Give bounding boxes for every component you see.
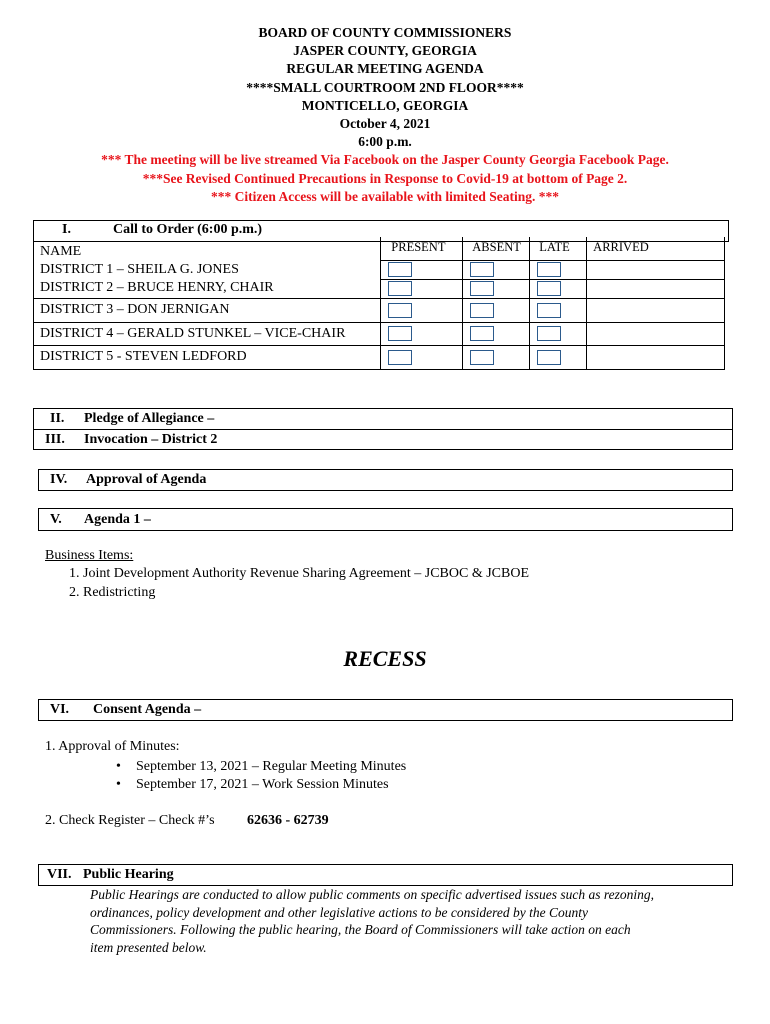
agenda-header — [0, 24, 770, 206]
section-number: II. — [50, 411, 65, 426]
bullet-icon: • — [116, 777, 121, 792]
late-checkbox[interactable] — [537, 326, 561, 341]
approval-of-minutes-label: 1. Approval of Minutes: — [45, 739, 180, 754]
column-name: NAME — [34, 237, 381, 260]
section-number: VI. — [50, 702, 70, 717]
absent-checkbox[interactable] — [470, 350, 494, 365]
table-row — [34, 298, 725, 322]
arrived-cell — [587, 322, 725, 345]
header-line: JASPER COUNTY, GEORGIA — [293, 43, 477, 59]
notice-livestream: *** The meeting will be live streamed Via Facebook on the Jasper County Georgia Facebook Page. — [101, 152, 669, 168]
section-title: Call to Order (6:00 p.m.) — [113, 222, 263, 237]
table-header-row — [34, 237, 725, 260]
description-line: Commissioners. Following the public hearing, the Board of Commissioners will take action on each — [90, 922, 631, 937]
absent-checkbox[interactable] — [470, 303, 494, 318]
section-title: Approval of Agenda — [86, 472, 207, 487]
description-line: item presented below. — [90, 939, 207, 955]
absent-checkbox[interactable] — [470, 281, 494, 296]
arrived-cell — [587, 298, 725, 322]
notice-covid: ***See Revised Continued Precautions in Response to Covid-19 at bottom of Page 2. — [142, 170, 628, 186]
check-range: 62636 - 62739 — [247, 813, 329, 828]
list-item: September 13, 2021 – Regular Meeting Minutes — [136, 759, 407, 774]
arrived-cell — [587, 345, 725, 369]
header-line: BOARD OF COUNTY COMMISSIONERS — [258, 25, 512, 40]
business-items-label: Business Items: — [45, 548, 134, 563]
list-item: 2. Redistricting — [69, 585, 156, 600]
description-line: Public Hearings are conducted to allow public comments on specific advertised issues such as rezoning, — [90, 887, 655, 902]
column-absent: ABSENT — [463, 237, 530, 260]
section-title: Consent Agenda – — [93, 702, 202, 717]
present-checkbox[interactable] — [388, 326, 412, 341]
meeting-date: October 4, 2021 — [339, 116, 431, 132]
late-checkbox[interactable] — [537, 303, 561, 318]
section-title: Public Hearing — [83, 867, 174, 882]
present-checkbox[interactable] — [388, 350, 412, 365]
recess-heading: RECESS — [343, 646, 427, 671]
header-line: MONTICELLO, GEORGIA — [301, 97, 469, 113]
column-late: LATE — [530, 237, 587, 260]
section-title: Invocation – District 2 — [84, 432, 218, 447]
member-name: DISTRICT 2 – BRUCE HENRY, CHAIR — [34, 279, 381, 298]
present-checkbox[interactable] — [388, 281, 412, 296]
section-number: III. — [45, 432, 65, 447]
notice-citizen-access: *** Citizen Access will be available with limited Seating. *** — [211, 188, 559, 204]
section-number: IV. — [50, 472, 68, 487]
present-checkbox[interactable] — [388, 303, 412, 318]
present-checkbox[interactable] — [388, 262, 412, 277]
late-checkbox[interactable] — [537, 350, 561, 365]
arrived-cell — [587, 260, 725, 279]
section-number: VII. — [47, 867, 72, 882]
section-title: Pledge of Allegiance – — [84, 411, 215, 426]
meeting-time: 6:00 p.m. — [358, 134, 412, 150]
table-row — [34, 279, 725, 298]
member-name: DISTRICT 1 – SHEILA G. JONES — [34, 260, 381, 279]
absent-checkbox[interactable] — [470, 326, 494, 341]
member-name: DISTRICT 4 – GERALD STUNKEL – VICE-CHAIR — [34, 322, 381, 345]
late-checkbox[interactable] — [537, 262, 561, 277]
table-row — [34, 260, 725, 279]
section-title: Agenda 1 – — [84, 512, 151, 527]
description-line: ordinances, policy development and other legislative actions to be considered by the County — [90, 904, 589, 920]
table-row — [34, 322, 725, 345]
header-line: ****SMALL COURTROOM 2ND FLOOR**** — [246, 79, 524, 95]
header-line: REGULAR MEETING AGENDA — [286, 61, 484, 77]
attendance-table — [33, 237, 725, 370]
check-register-label: 2. Check Register – Check #’s — [45, 813, 215, 828]
column-present: PRESENT — [381, 237, 463, 260]
section-number: I. — [62, 222, 71, 237]
late-checkbox[interactable] — [537, 281, 561, 296]
absent-checkbox[interactable] — [470, 262, 494, 277]
table-row — [34, 345, 725, 369]
public-hearing-description — [90, 886, 654, 956]
member-name: DISTRICT 3 – DON JERNIGAN — [34, 298, 381, 322]
arrived-cell — [587, 279, 725, 298]
column-arrived: ARRIVED — [587, 237, 725, 260]
list-item: 1. Joint Development Authority Revenue Sharing Agreement – JCBOC & JCBOE — [69, 566, 530, 581]
list-item: September 17, 2021 – Work Session Minutes — [136, 777, 389, 792]
section-number: V. — [50, 512, 62, 527]
member-name: DISTRICT 5 - STEVEN LEDFORD — [34, 345, 381, 369]
bullet-icon: • — [116, 759, 121, 774]
